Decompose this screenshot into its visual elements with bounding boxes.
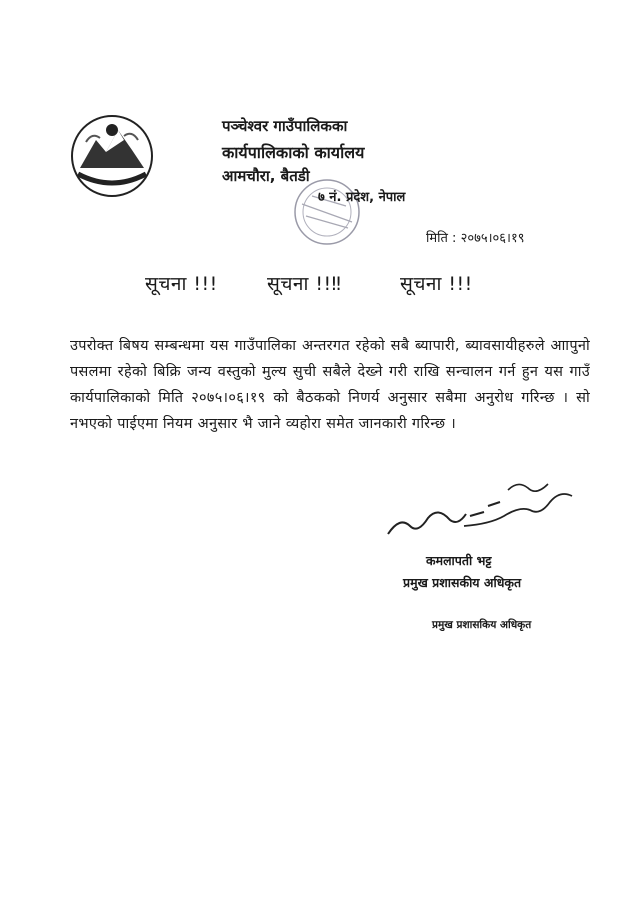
nepal-emblem-logo <box>66 112 158 200</box>
office-name-line1: पञ्चेश्वर गाउँपालिकका <box>222 117 348 135</box>
notice-heading-1: सूचना !!! <box>145 273 218 295</box>
signatory-designation: प्रमुख प्रशासकीय अधिकृत <box>403 575 522 590</box>
signatory-name: कमलापती भट्ट <box>426 553 492 568</box>
handwritten-signature <box>380 476 580 546</box>
notice-heading-3: सूचना !!! <box>400 273 473 295</box>
office-name-line2: कार्यपालिकाको कार्यालय <box>222 143 365 162</box>
province-label: ७ नं. प्रदेश, नेपाल <box>318 190 406 205</box>
letter-date: मिति : २०७५।०६।१९ <box>426 231 525 246</box>
notice-body: उपरोक्त बिषय सम्बन्धमा यस गाउँपालिका अन्तरगत रहेको सबै ब्यापारी, ब्यावसायीहरुले आापुनो पसलमा रहेको बिक्रि जन्य वस्तुको मुल्य सुची सबैले देख्ने गरी राखि सन्चालन गर्न हुन यस गाउँ कार्यपालिकाको मिति २०७५।०६।१९ को बैठकको निणर्य अनुसार सबैमा अनुरोध गरिन्छ । सो नभएको पाईएमा नियम अनुसार भै जाने व्यहोरा समेत जानकारी गरिन्छ । <box>70 338 590 432</box>
notice-heading-2: सूचना !!‼ <box>267 273 342 295</box>
designation-stamp: प्रमुख प्रशासकिय अधिकृत <box>432 619 532 631</box>
office-address: आमचौरा, बैतडी <box>222 167 310 185</box>
